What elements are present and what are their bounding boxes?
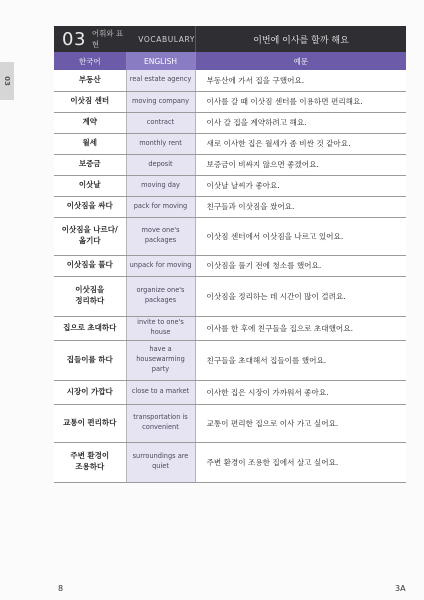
korean-term-cell: 이삿짐을 정리하다 — [54, 276, 126, 316]
table-row — [54, 154, 406, 175]
english-term-cell: invite to one's house — [126, 316, 195, 340]
column-header-korean: 한국어 — [54, 52, 126, 70]
unit-header — [54, 26, 406, 52]
table-row — [54, 380, 406, 404]
korean-term-cell: 이삿날 — [54, 175, 126, 196]
korean-term-cell: 월세 — [54, 133, 126, 154]
example-sentence-cell: 이삿짐 센터에서 이삿짐을 나르고 있어요. — [195, 217, 406, 255]
english-term-cell: have a housewarming party — [126, 340, 195, 380]
table-row — [54, 316, 406, 340]
unit-number: 03 — [62, 28, 86, 50]
korean-term-cell: 교통이 편리하다 — [54, 404, 126, 442]
example-sentence-cell: 보증금이 비싸지 않으면 좋겠어요. — [195, 154, 406, 175]
korean-term-cell: 이삿짐을 풀다 — [54, 255, 126, 276]
table-row — [54, 404, 406, 442]
table-row — [54, 217, 406, 255]
korean-term-cell: 시장이 가깝다 — [54, 380, 126, 404]
unit-section-english: VOCABULARY — [138, 34, 195, 44]
korean-term-cell: 집으로 초대하다 — [54, 316, 126, 340]
korean-term-cell: 이삿짐을 나르다/ 옮기다 — [54, 217, 126, 255]
english-term-cell: surroundings are quiet — [126, 442, 195, 482]
example-sentence-cell: 이삿짐을 풀기 전에 청소를 했어요. — [195, 255, 406, 276]
chapter-side-tab-label: 03 — [3, 76, 11, 86]
table-row — [54, 442, 406, 482]
korean-term-cell: 이삿짐을 싸다 — [54, 196, 126, 217]
page-number: 8 — [58, 584, 64, 593]
english-term-cell: pack for moving — [126, 196, 195, 217]
table-row — [54, 340, 406, 380]
example-sentence-cell: 이사를 한 후에 친구들을 집으로 초대했어요. — [195, 316, 406, 340]
example-sentence-cell: 새로 이사한 집은 월세가 좀 비싼 것 같아요. — [195, 133, 406, 154]
korean-term-cell: 주변 환경이 조용하다 — [54, 442, 126, 482]
example-sentence-cell: 교통이 편리한 집으로 이사 가고 싶어요. — [195, 404, 406, 442]
table-header-row — [54, 52, 406, 70]
english-term-cell: close to a market — [126, 380, 195, 404]
example-sentence-cell: 주변 환경이 조용한 집에서 살고 싶어요. — [195, 442, 406, 482]
english-term-cell: monthly rent — [126, 133, 195, 154]
example-sentence-cell: 이삿날 날씨가 좋아요. — [195, 175, 406, 196]
english-term-cell: moving company — [126, 91, 195, 112]
korean-term-cell: 집들이를 하다 — [54, 340, 126, 380]
korean-term-cell: 이삿짐 센터 — [54, 91, 126, 112]
unit-section-korean: 어휘와 표현 — [91, 29, 124, 49]
example-sentence-cell: 친구들과 이삿짐을 쌌어요. — [195, 196, 406, 217]
example-sentence-cell: 친구들을 초대해서 집들이를 했어요. — [195, 340, 406, 380]
english-term-cell: contract — [126, 112, 195, 133]
example-sentence-cell: 부동산에 가서 집을 구했어요. — [195, 70, 406, 91]
english-term-cell: transportation is convenient — [126, 404, 195, 442]
table-row — [54, 196, 406, 217]
chapter-side-tab — [0, 62, 14, 100]
korean-term-cell: 보증금 — [54, 154, 126, 175]
english-term-cell: moving day — [126, 175, 195, 196]
table-row — [54, 70, 406, 91]
table-row — [54, 91, 406, 112]
english-term-cell: move one's packages — [126, 217, 195, 255]
unit-header-left — [54, 26, 195, 52]
table-row — [54, 175, 406, 196]
english-term-cell: real estate agency — [126, 70, 195, 91]
korean-term-cell: 계약 — [54, 112, 126, 133]
vocabulary-table — [54, 52, 406, 483]
example-sentence-cell: 이삿짐을 정리하는 데 시간이 많이 걸려요. — [195, 276, 406, 316]
example-sentence-cell: 이사를 갈 때 이삿짐 센터를 이용하면 편리해요. — [195, 91, 406, 112]
example-sentence-cell: 이사한 집은 시장이 가까워서 좋아요. — [195, 380, 406, 404]
unit-title: 이번에 이사를 할까 해요 — [195, 26, 406, 52]
book-code: 3A — [395, 584, 406, 593]
english-term-cell: organize one's packages — [126, 276, 195, 316]
english-term-cell: deposit — [126, 154, 195, 175]
column-header-example: 예문 — [195, 52, 406, 70]
english-term-cell: unpack for moving — [126, 255, 195, 276]
column-header-english: ENGLISH — [126, 52, 195, 70]
korean-term-cell: 부동산 — [54, 70, 126, 91]
table-row — [54, 255, 406, 276]
table-row — [54, 276, 406, 316]
table-row — [54, 133, 406, 154]
example-sentence-cell: 이사 갈 집을 계약하려고 해요. — [195, 112, 406, 133]
table-row — [54, 112, 406, 133]
